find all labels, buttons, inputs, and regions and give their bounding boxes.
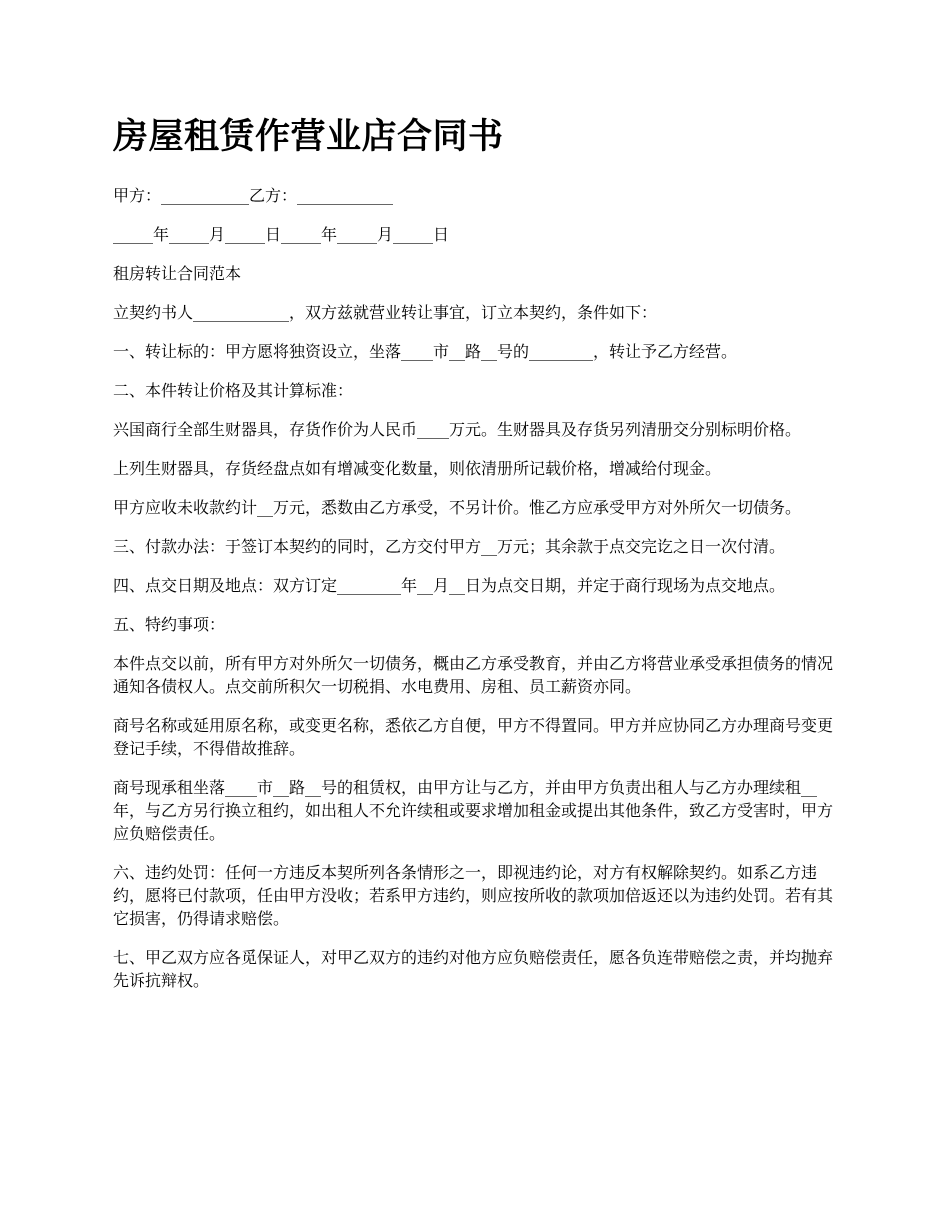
- clause-1-paragraph: 一、转让标的：甲方愿将独资设立，坐落____市__路__号的________，转让予乙方经营。: [113, 342, 738, 361]
- subtitle-line: 租房转让合同范本: [113, 264, 242, 283]
- clause-2-item-3: 甲方应收未收款约计__万元，悉数由乙方承受，不另计价。惟乙方应承受甲方对外所欠一切债务。: [113, 498, 802, 517]
- party-line: 甲方：___________乙方：____________: [113, 186, 394, 205]
- clause-2-item-1: 兴国商行全部生财器具，存货作价为人民币____万元。生财器具及存货另列清册交分别标明价格。: [113, 420, 802, 439]
- clause-5-item-2: 商号名称或延用原名称，或变更名称，悉依乙方自便，甲方不得置同。甲方并应协同乙方办理商号变更登记手续，不得借故推辞。: [113, 716, 834, 758]
- clause-4-paragraph: 四、点交日期及地点：双方订定________年__月__日为点交日期，并定于商行现场为点交地点。: [113, 576, 786, 595]
- clause-6-paragraph: 六、违约处罚：任何一方违反本契所列各条情形之一，即视违约论，对方有权解除契约。如系乙方违约，愿将已付款项，任由甲方没收；若系甲方违约，则应按所收的款项加倍返还以为违约处罚。若有其它损害，仍得请求赔偿。: [113, 863, 834, 928]
- document-title: 房屋租赁作营业店合同书: [113, 116, 504, 157]
- clause-5-heading: 五、特约事项：: [113, 615, 226, 634]
- clause-5-item-1: 本件点交以前，所有甲方对外所欠一切债务，概由乙方承受教育，并由乙方将营业承受承担债务的情况通知各债权人。点交前所积欠一切税捐、水电费用、房租、员工薪资亦同。: [113, 654, 834, 696]
- preamble-paragraph: 立契约书人____________，双方兹就营业转让事宜，订立本契约，条件如下：: [113, 303, 658, 322]
- date-line: _____年_____月_____日_____年_____月_____日: [113, 225, 450, 244]
- clause-2-heading: 二、本件转让价格及其计算标准：: [113, 381, 354, 400]
- clause-2-item-2: 上列生财器具，存货经盘点如有增减变化数量，则依清册所记载价格，增减给付现金。: [113, 459, 722, 478]
- clause-3-paragraph: 三、付款办法：于签订本契约的同时，乙方交付甲方__万元；其余款于点交完讫之日一次付清。: [113, 537, 786, 556]
- clause-7-paragraph: 七、甲乙双方应各觅保证人，对甲乙双方的违约对他方应负赔偿责任，愿各负连带赔偿之责，并均抛弃先诉抗辩权。: [113, 948, 834, 990]
- clause-5-item-3: 商号现承租坐落____市__路__号的租赁权，由甲方让与乙方，并由甲方负责出租人与乙方办理续租__年，与乙方另行换立租约，如出租人不允许续租或要求增加租金或提出其他条件，致乙方受害时，甲方应负赔偿责任。: [113, 778, 834, 843]
